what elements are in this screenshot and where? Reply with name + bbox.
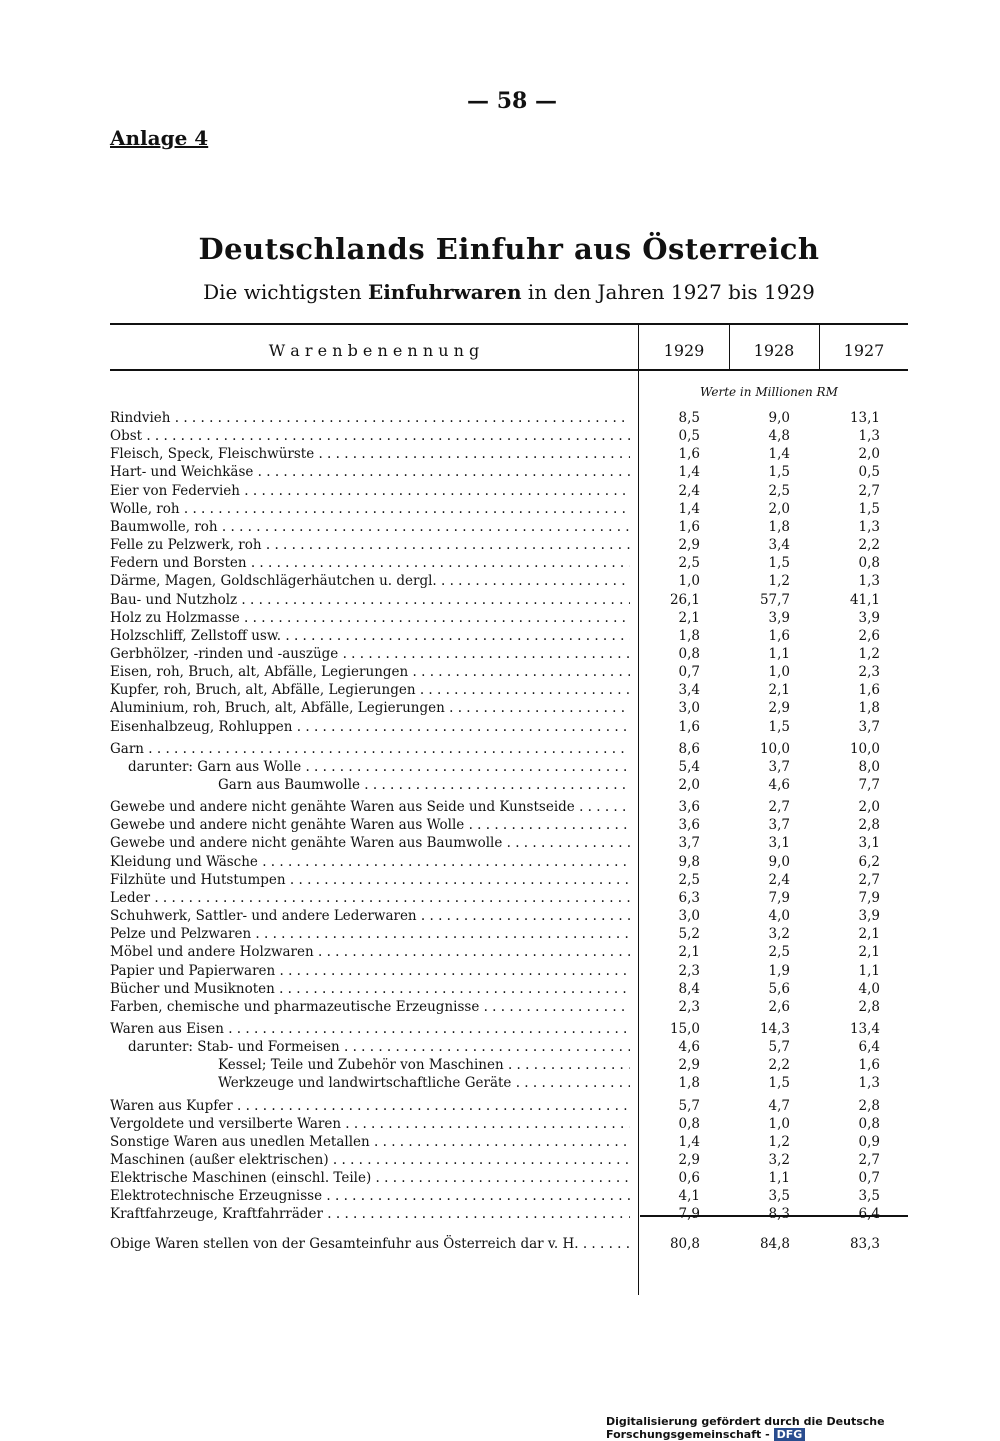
row-value-1927: 0,5 [858,464,880,481]
row-value-1927: 8,0 [858,758,880,775]
row-label: Gewebe und andere nicht genähte Waren aus Wolle . . . [110,816,630,834]
row-value-1929: 3,0 [678,908,700,925]
row-value-1928: 2,2 [768,1057,790,1074]
table-row [110,962,900,980]
row-label: Kupfer, roh, Bruch, alt, Abfälle, Legierungen . . . [110,681,630,699]
row-value-1929: 1,4 [678,500,700,517]
row-value-1928: 1,5 [768,464,790,481]
row-value-1928: 1,2 [768,1133,790,1150]
table-row [110,554,900,572]
row-value-1928: 8,3 [768,1206,790,1223]
row-value-1928: 1,2 [768,573,790,590]
table-row [110,758,900,776]
row-value-1927: 1,2 [858,645,880,662]
table-row [110,776,900,794]
table-row [110,500,900,518]
header-bottom-rule [110,369,908,371]
row-value-1928: 4,6 [768,777,790,793]
page-title: Deutschlands Einfuhr aus Österreich [198,232,820,266]
row-value-1928: 3,2 [768,926,790,943]
row-value-1929: 2,1 [678,609,700,626]
row-value-1927: 2,0 [858,446,880,463]
row-value-1928: 4,7 [768,1097,790,1114]
row-value-1928: 1,9 [768,962,790,979]
table-row [110,980,900,998]
table-row [110,718,900,736]
row-value-1928: 1,6 [768,627,790,644]
row-label: Farben, chemische und pharmazeutische Erzeugnisse . . . [110,998,630,1016]
row-value-1929: 8,4 [678,980,700,997]
row-value-1928: 2,5 [768,944,790,961]
row-label: Papier und Papierwaren . . . [110,962,630,980]
row-value-1927: 1,1 [858,962,880,979]
row-value-1927: 2,8 [858,1097,880,1114]
row-value-1928: 10,0 [759,740,790,757]
row-value-1929: 2,1 [678,944,700,961]
row-value-1928: 4,0 [768,908,790,925]
row-value-1929: 1,4 [678,464,700,481]
row-label: Garn aus Baumwolle . . . [218,776,630,794]
table-row [110,853,900,871]
column-header-1927: 1927 [843,341,885,360]
row-value-1928: 3,5 [768,1188,790,1205]
row-value-1928: 3,2 [768,1152,790,1168]
table-row [110,834,900,852]
row-value-1928: 2,9 [768,700,790,717]
row-value-1929: 7,9 [678,1206,700,1223]
dfg-logo: DFG [774,1428,806,1441]
row-value-1927: 0,8 [858,1115,880,1132]
table-row [110,1038,900,1056]
table-top-rule [110,323,908,325]
row-label: Garn . . . [110,740,630,758]
row-label: Eier von Federvieh . . . [110,482,630,500]
row-label: Filzhüte und Hutstumpen . . . [110,871,630,889]
row-value-1929: 4,6 [678,1039,700,1056]
subtitle-post: in den Jahren 1927 bis 1929 [521,280,815,304]
row-value-1927: 2,1 [858,944,880,961]
row-value-1927: 2,7 [858,1152,880,1168]
table-row [110,445,900,463]
row-value-1929: 9,8 [678,853,700,870]
row-value-1928: 2,0 [768,500,790,517]
row-label: Schuhwerk, Sattler- und andere Lederwaren . . . [110,907,630,925]
table-row [110,591,900,609]
row-label: Därme, Magen, Goldschlägerhäutchen u. dergl. . . . [110,572,630,590]
row-value-1929: 1,4 [678,1133,700,1150]
row-value-1928: 9,0 [768,853,790,870]
column-header-goods: W a r e n b e n e n n u n g [268,341,480,360]
row-label: Holz zu Holzmasse . . . [110,609,630,627]
row-value-1928: 3,9 [768,609,790,626]
row-value-1928: 5,7 [768,1039,790,1056]
row-value-1929: 6,3 [678,889,700,906]
row-value-1929: 1,6 [678,718,700,735]
row-label: Werkzeuge und landwirtschaftliche Geräte . . . [218,1074,630,1092]
row-value-1929: 3,4 [678,682,700,699]
row-label: Vergoldete und versilberte Waren . . . [110,1115,630,1133]
table-row [110,1074,900,1092]
row-value-1928: 1,4 [768,446,790,463]
table-row [110,518,900,536]
row-value-1928: 5,6 [768,980,790,997]
table-row [110,816,900,834]
row-value-1928: 3,7 [768,817,790,834]
row-value-1929: 1,8 [678,1075,700,1092]
table-row [110,740,900,758]
row-value-1929: 0,8 [678,1115,700,1132]
total-label: Obige Waren stellen von der Gesamteinfuhr aus Österreich dar v. H. . . . [110,1235,630,1253]
total-value-1929: 80,8 [669,1236,700,1252]
row-value-1929: 5,7 [678,1097,700,1114]
row-label: Kraftfahrzeuge, Kraftfahrräder . . . [110,1205,630,1223]
row-value-1929: 8,5 [678,410,700,426]
row-label: Kessel; Teile und Zubehör von Maschinen . . . [218,1056,630,1074]
row-value-1927: 1,3 [858,518,880,535]
row-value-1927: 1,3 [858,573,880,590]
row-label: darunter: Garn aus Wolle . . . [128,758,630,776]
table-row [110,943,900,961]
row-label: Rindvieh . . . [110,409,630,427]
row-label: Waren aus Kupfer . . . [110,1097,630,1115]
row-value-1927: 6,4 [858,1206,880,1223]
row-label: Fleisch, Speck, Fleischwürste . . . [110,445,630,463]
row-value-1928: 3,1 [768,835,790,852]
row-label: Hart- und Weichkäse . . . [110,463,630,481]
row-label: darunter: Stab- und Formeisen . . . [128,1038,630,1056]
row-value-1927: 1,6 [858,1057,880,1074]
row-value-1927: 2,6 [858,627,880,644]
row-label: Kleidung und Wäsche . . . [110,853,630,871]
row-value-1929: 1,0 [678,573,700,590]
row-value-1928: 3,4 [768,537,790,554]
row-label: Sonstige Waren aus unedlen Metallen . . . [110,1133,630,1151]
row-value-1927: 7,7 [858,777,880,793]
table-row [110,1169,900,1187]
row-label: Maschinen (außer elektrischen) . . . [110,1151,630,1169]
row-label: Bau- und Nutzholz . . . [110,591,630,609]
row-value-1927: 2,8 [858,998,880,1015]
row-value-1928: 1,8 [768,518,790,535]
row-value-1928: 1,1 [768,645,790,662]
row-value-1927: 1,8 [858,700,880,717]
row-value-1929: 0,7 [678,664,700,681]
row-label: Holzschliff, Zellstoff usw. . . . [110,627,630,645]
row-value-1928: 2,4 [768,871,790,888]
row-value-1929: 2,3 [678,998,700,1015]
row-label: Pelze und Pelzwaren . . . [110,925,630,943]
row-value-1927: 6,4 [858,1039,880,1056]
table-row [110,1205,900,1223]
row-label: Elektrotechnische Erzeugnisse . . . [110,1187,630,1205]
page-subtitle [100,280,918,304]
row-value-1929: 2,9 [678,537,700,554]
table-row [110,409,900,427]
row-value-1929: 5,2 [678,926,700,943]
row-label: Elektrische Maschinen (einschl. Teile) . . . [110,1169,630,1187]
row-value-1929: 1,6 [678,518,700,535]
row-value-1927: 2,8 [858,817,880,834]
total-row [110,1235,900,1253]
row-value-1927: 1,6 [858,682,880,699]
row-value-1929: 1,6 [678,446,700,463]
table-row [110,871,900,889]
row-value-1929: 4,1 [678,1188,700,1205]
table-row [110,427,900,445]
row-value-1927: 0,7 [858,1170,880,1187]
row-value-1929: 2,9 [678,1152,700,1168]
row-value-1928: 3,7 [768,758,790,775]
row-value-1927: 1,5 [858,500,880,517]
table-row [110,925,900,943]
row-label: Baumwolle, roh . . . [110,518,630,536]
row-value-1928: 4,8 [768,428,790,445]
row-label: Eisenhalbzeug, Rohluppen . . . [110,718,630,736]
page-number: — 58 — [467,88,557,114]
row-value-1927: 0,8 [858,555,880,572]
table-row [110,1020,900,1038]
table-row [110,889,900,907]
table-row [110,627,900,645]
subtitle-bold: Einfuhrwaren [367,280,522,304]
subtitle-pre: Die wichtigsten [203,280,368,304]
row-value-1928: 2,1 [768,682,790,699]
row-value-1929: 8,6 [678,740,700,757]
row-value-1929: 3,6 [678,799,700,816]
row-value-1928: 1,5 [768,555,790,572]
row-value-1928: 14,3 [759,1020,790,1037]
row-value-1927: 2,2 [858,537,880,554]
table-row [110,609,900,627]
row-value-1927: 4,0 [858,980,880,997]
table-row [110,907,900,925]
table-row [110,699,900,717]
row-value-1927: 2,7 [858,871,880,888]
row-value-1927: 13,4 [849,1020,880,1037]
row-value-1929: 2,0 [678,777,700,793]
row-label: Gewebe und andere nicht genähte Waren aus Baumwolle . . . [110,834,630,852]
row-value-1927: 0,9 [858,1133,880,1150]
row-value-1927: 10,0 [849,740,880,757]
footer-text: Digitalisierung gefördert durch die Deutsche Forschungsgemeinschaft - [606,1415,885,1441]
row-value-1929: 2,5 [678,555,700,572]
row-value-1929: 2,4 [678,482,700,499]
row-value-1927: 13,1 [849,410,880,426]
table-row [110,536,900,554]
table-row [110,998,900,1016]
row-value-1927: 1,3 [858,428,880,445]
table-row [110,1097,900,1115]
table-row [110,482,900,500]
table-row [110,1056,900,1074]
row-value-1927: 2,3 [858,664,880,681]
column-header-1929: 1929 [663,341,705,360]
row-value-1929: 3,0 [678,700,700,717]
row-value-1928: 1,5 [768,718,790,735]
row-value-1927: 41,1 [849,591,880,608]
row-value-1929: 26,1 [669,591,700,608]
row-value-1927: 3,1 [858,835,880,852]
total-value-1928: 84,8 [759,1236,790,1252]
row-value-1928: 1,5 [768,1075,790,1092]
row-label: Obst . . . [110,427,630,445]
row-label: Möbel und andere Holzwaren . . . [110,943,630,961]
row-value-1929: 3,6 [678,817,700,834]
row-label: Gewebe und andere nicht genähte Waren aus Seide und Kunstseide . . . [110,798,630,816]
row-value-1927: 7,9 [858,889,880,906]
table-row [110,663,900,681]
row-label: Aluminium, roh, Bruch, alt, Abfälle, Legierungen . . . [110,699,630,717]
row-value-1927: 2,1 [858,926,880,943]
row-label: Gerbhölzer, -rinden und -auszüge . . . [110,645,630,663]
row-value-1929: 2,3 [678,962,700,979]
row-value-1927: 2,7 [858,482,880,499]
table-row [110,681,900,699]
row-label: Felle zu Pelzwerk, roh . . . [110,536,630,554]
table-row [110,463,900,481]
row-value-1927: 2,0 [858,799,880,816]
row-value-1927: 3,9 [858,609,880,626]
table-row [110,798,900,816]
row-value-1927: 1,3 [858,1075,880,1092]
table-row [110,1133,900,1151]
row-value-1929: 2,5 [678,871,700,888]
row-value-1929: 2,9 [678,1057,700,1074]
row-label: Waren aus Eisen . . . [110,1020,630,1038]
row-value-1929: 0,8 [678,645,700,662]
row-value-1928: 1,0 [768,1115,790,1132]
units-note: Werte in Millionen RM [700,385,838,399]
row-value-1928: 2,6 [768,998,790,1015]
row-value-1927: 3,9 [858,908,880,925]
table-row [110,645,900,663]
row-label: Eisen, roh, Bruch, alt, Abfälle, Legierungen . . . [110,663,630,681]
footer-credit [606,1415,1000,1441]
table-row [110,572,900,590]
row-label: Federn und Borsten . . . [110,554,630,572]
row-value-1927: 6,2 [858,853,880,870]
table-row [110,1115,900,1133]
row-value-1929: 1,8 [678,627,700,644]
row-value-1928: 2,5 [768,482,790,499]
row-value-1929: 15,0 [669,1020,700,1037]
column-header-1928: 1928 [753,341,795,360]
row-label: Leder . . . [110,889,630,907]
row-value-1929: 5,4 [678,758,700,775]
row-label: Wolle, roh . . . [110,500,630,518]
row-value-1928: 7,9 [768,889,790,906]
row-value-1927: 3,5 [858,1188,880,1205]
table-row [110,1151,900,1169]
row-value-1928: 57,7 [759,591,790,608]
row-value-1928: 1,1 [768,1170,790,1187]
appendix-label: Anlage 4 [110,126,209,150]
row-value-1929: 0,5 [678,428,700,445]
row-value-1927: 3,7 [858,718,880,735]
row-label: Bücher und Musiknoten . . . [110,980,630,998]
total-value-1927: 83,3 [849,1236,880,1252]
row-value-1928: 2,7 [768,799,790,816]
row-value-1928: 1,0 [768,664,790,681]
row-value-1929: 0,6 [678,1170,700,1187]
row-value-1929: 3,7 [678,835,700,852]
table-row [110,1187,900,1205]
row-value-1928: 9,0 [768,410,790,426]
